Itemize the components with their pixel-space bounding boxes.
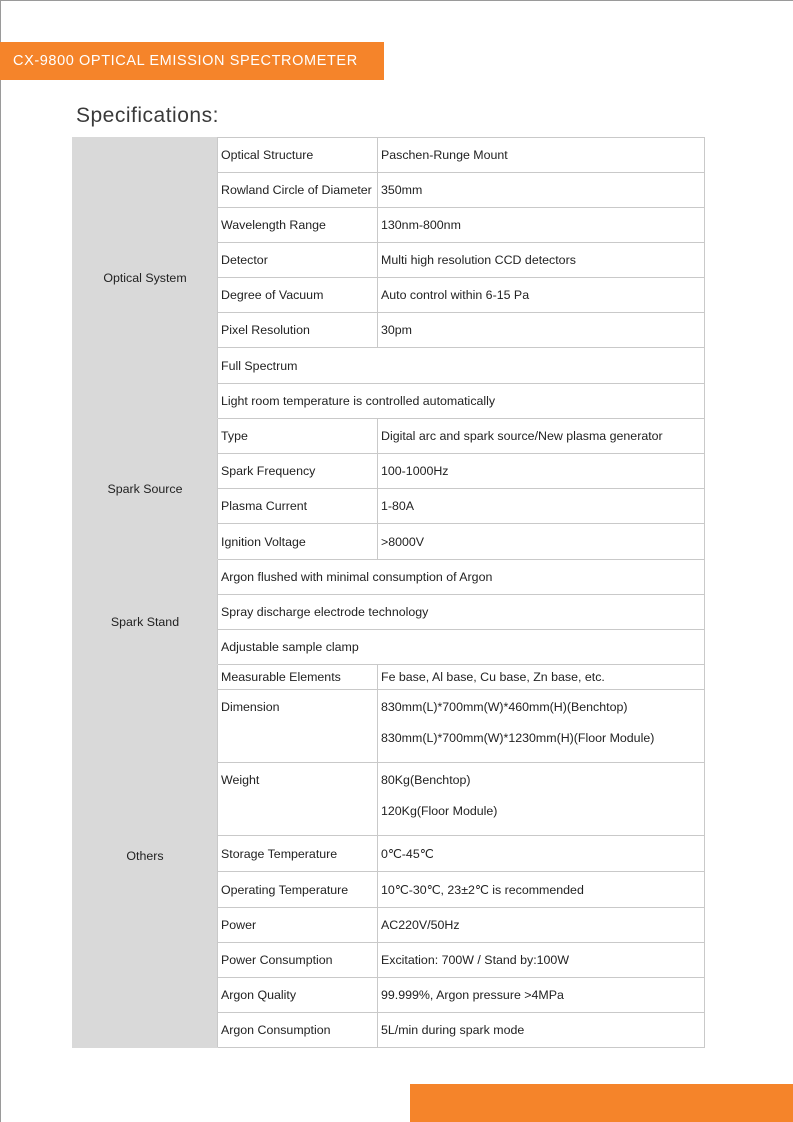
category-label: Spark Source	[107, 482, 183, 496]
category-cell-optical-system	[73, 138, 218, 419]
spec-name: Degree of Vacuum	[218, 278, 378, 313]
spec-value: 100-1000Hz	[378, 454, 705, 489]
spec-name: Power	[218, 908, 378, 943]
spec-value: Fe base, Al base, Cu base, Zn base, etc.	[378, 665, 705, 690]
spec-value: 5L/min during spark mode	[378, 1013, 705, 1048]
spec-value: 350mm	[378, 173, 705, 208]
spec-value-multi	[378, 690, 705, 763]
spec-name: Power Consumption	[218, 943, 378, 978]
page-frame-left	[0, 0, 1, 1122]
spec-name: Weight	[218, 763, 378, 836]
spec-value: 1-80A	[378, 489, 705, 524]
category-cell-spark-source	[73, 419, 218, 560]
spec-name: Ignition Voltage	[218, 524, 378, 560]
spec-name: Optical Structure	[218, 138, 378, 173]
category-label: Others	[126, 849, 164, 863]
table-row	[73, 419, 705, 454]
spec-name: Wavelength Range	[218, 208, 378, 243]
spec-value-multi	[378, 763, 705, 836]
spec-value: 10℃-30℃, 23±2℃ is recommended	[378, 872, 705, 908]
spec-feature: Spray discharge electrode technology	[218, 595, 705, 630]
spec-feature: Light room temperature is controlled automatically	[218, 384, 705, 419]
spec-value: Digital arc and spark source/New plasma generator	[378, 419, 705, 454]
spec-value-line: 120Kg(Floor Module)	[381, 804, 498, 818]
category-cell-others	[73, 665, 218, 1048]
page-frame-top	[0, 0, 793, 1]
spec-name: Spark Frequency	[218, 454, 378, 489]
spec-value: Auto control within 6-15 Pa	[378, 278, 705, 313]
spec-name: Detector	[218, 243, 378, 278]
spec-value: AC220V/50Hz	[378, 908, 705, 943]
spec-name: Measurable Elements	[218, 665, 378, 690]
category-label: Optical System	[103, 271, 187, 285]
footer-banner	[410, 1084, 793, 1122]
category-label: Spark Stand	[110, 615, 180, 629]
spec-value: 30pm	[378, 313, 705, 348]
header-banner	[0, 42, 384, 80]
spec-value: Multi high resolution CCD detectors	[378, 243, 705, 278]
spec-value: 130nm-800nm	[378, 208, 705, 243]
spec-feature: Adjustable sample clamp	[218, 630, 705, 665]
spec-value: Excitation: 700W / Stand by:100W	[378, 943, 705, 978]
category-cell-spark-stand	[73, 560, 218, 665]
spec-value: >8000V	[378, 524, 705, 560]
header-title: CX-9800 OPTICAL EMISSION SPECTROMETER	[13, 53, 358, 69]
spec-name: Type	[218, 419, 378, 454]
section-title: Specifications:	[76, 104, 219, 127]
spec-value-line: 830mm(L)*700mm(W)*460mm(H)(Benchtop)	[381, 700, 628, 714]
spec-name: Pixel Resolution	[218, 313, 378, 348]
spec-name: Plasma Current	[218, 489, 378, 524]
spec-feature: Full Spectrum	[218, 348, 705, 384]
spec-feature: Argon flushed with minimal consumption of Argon	[218, 560, 705, 595]
spec-name: Operating Temperature	[218, 872, 378, 908]
table-row	[73, 560, 705, 595]
spec-value: 0℃-45℃	[378, 836, 705, 872]
spec-name: Argon Quality	[218, 978, 378, 1013]
spec-value: 99.999%, Argon pressure >4MPa	[378, 978, 705, 1013]
spec-value-line: 80Kg(Benchtop)	[381, 773, 471, 787]
spec-name: Storage Temperature	[218, 836, 378, 872]
spec-name: Argon Consumption	[218, 1013, 378, 1048]
spec-name: Rowland Circle of Diameter	[218, 173, 378, 208]
spec-value-line: 830mm(L)*700mm(W)*1230mm(H)(Floor Module)	[381, 731, 655, 745]
spec-value: Paschen-Runge Mount	[378, 138, 705, 173]
spec-name: Dimension	[218, 690, 378, 763]
table-row	[73, 665, 705, 690]
table-row	[73, 138, 705, 173]
specifications-table	[72, 137, 705, 1048]
